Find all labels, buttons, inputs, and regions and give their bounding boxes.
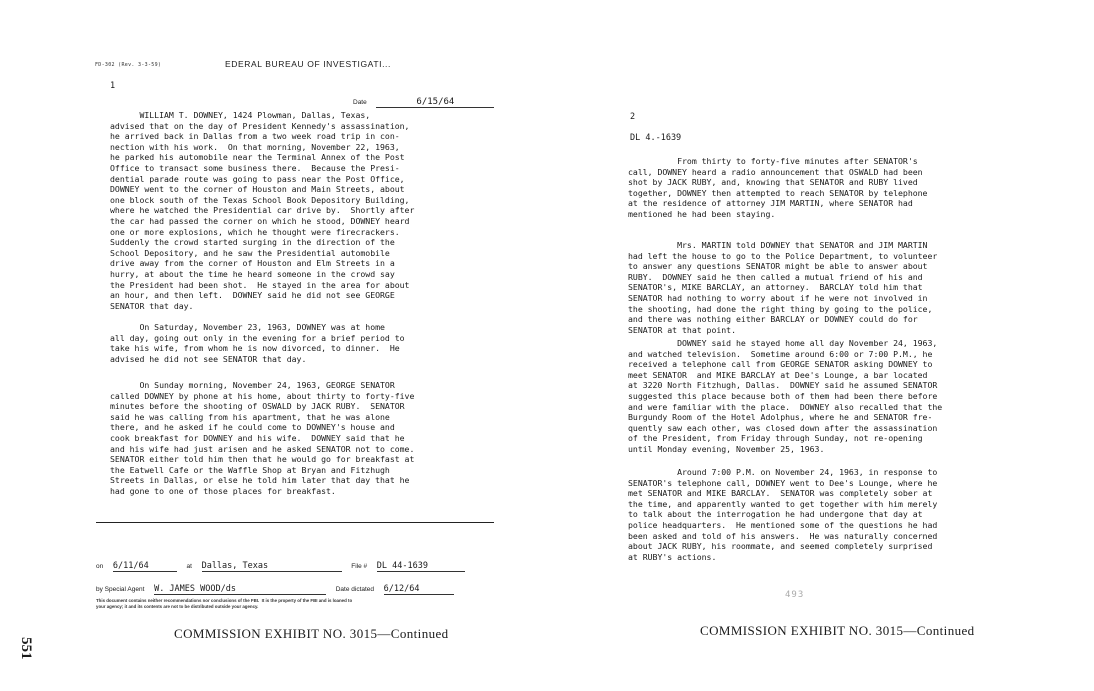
text-line: had left the house to go to the Police Department, to volunteer bbox=[628, 250, 938, 261]
text-line: SENATOR's, MIKE BARCLAY, an attorney. BARCLAY told him that bbox=[628, 282, 923, 293]
text-line: Streets in Dallas, or else he told him later that day that he bbox=[110, 475, 410, 486]
file-label: File # bbox=[351, 563, 368, 570]
report-date bbox=[353, 89, 494, 108]
text-line: advised he did not see SENATOR that day. bbox=[110, 353, 307, 364]
text-line: DOWNEY went to the corner of Houston and Main Streets, about bbox=[110, 184, 405, 195]
text-line: to answer any questions SENATOR might be able to answer about bbox=[628, 261, 928, 272]
text-line: WILLIAM T. DOWNEY, 1424 Plowman, Dallas, Texas, bbox=[110, 110, 371, 120]
text-line: On Saturday, November 23, 1963, DOWNEY was at home bbox=[110, 322, 385, 332]
text-line: an hour, and then left. DOWNEY said he did not see GEORGE bbox=[110, 290, 395, 301]
text-line: DOWNEY said he stayed home all day November 24, 1963, bbox=[628, 338, 938, 348]
left-paragraph-2 bbox=[110, 322, 405, 364]
text-line: to talk about the interrogation he had undergone that day at bbox=[628, 509, 923, 520]
location: Dallas, Texas bbox=[202, 561, 342, 572]
text-line: suggested this place because both of them had been there before bbox=[628, 390, 938, 401]
text-line: police headquarters. He mentioned some of the questions he had bbox=[628, 519, 938, 530]
text-line: where he watched the Presidential car drive by. Shortly after bbox=[110, 205, 415, 216]
footer-line-2 bbox=[96, 576, 454, 595]
text-line: nection with his work. On that morning, November 22, 1963, bbox=[110, 141, 400, 152]
faint-stamp: 493 bbox=[785, 590, 805, 600]
footer-rule bbox=[96, 522, 494, 523]
text-line: until Monday evening, November 25, 1963. bbox=[628, 443, 825, 454]
agency-header: EDERAL BUREAU OF INVESTIGATI... bbox=[225, 59, 391, 69]
on-date: 6/11/64 bbox=[113, 561, 177, 572]
text-line: SENATOR had nothing to worry about if he were not involved in bbox=[628, 292, 928, 303]
at-label: at bbox=[186, 563, 192, 570]
text-line: Mrs. MARTIN told DOWNEY that SENATOR and JIM MARTIN bbox=[628, 240, 928, 250]
date-label: Date bbox=[353, 99, 367, 106]
text-line: quently saw each other, was closed down after the assassination bbox=[628, 422, 938, 433]
text-line: at RUBY's actions. bbox=[628, 551, 717, 562]
right-paragraph-3 bbox=[628, 338, 942, 455]
right-paragraph-2 bbox=[628, 240, 937, 335]
text-line: and there was nothing either BARCLAY or DOWNEY could do for bbox=[628, 314, 918, 325]
dictated-label: Date dictated bbox=[335, 586, 375, 593]
dictated-date: 6/12/64 bbox=[384, 584, 454, 595]
text-line: hurry, at about the time he heard someone in the crowd say bbox=[110, 268, 395, 279]
file-reference: DL 4.-1639 bbox=[630, 133, 682, 143]
text-line: Burgundy Room of the Hotel Adolphus, where he and SENATOR fre- bbox=[628, 412, 933, 423]
text-line: minutes before the shooting of OSWALD by JACK RUBY. SENATOR bbox=[110, 401, 405, 412]
text-line: he arrived back in Dallas from a two week road trip in con- bbox=[110, 131, 400, 142]
footer-line-1 bbox=[96, 553, 465, 572]
text-line: and watched television. Sometime around 6:00 or 7:00 P.M., he bbox=[628, 348, 933, 359]
text-line: he parked his automobile near the Terminal Annex of the Post bbox=[110, 152, 405, 163]
left-paragraph-3 bbox=[110, 380, 414, 497]
text-line: Around 7:00 P.M. on November 24, 1963, in response to bbox=[628, 467, 938, 477]
text-line: at the residence of attorney JIM MARTIN, where SENATOR had bbox=[628, 198, 913, 209]
text-line: together, DOWNEY then attempted to reach SENATOR by telephone bbox=[628, 187, 928, 198]
text-line: of the President, from Friday through Sunday, not re-opening bbox=[628, 433, 923, 444]
text-line: School Depository, and he saw the Presidential automobile bbox=[110, 247, 390, 258]
disclaimer bbox=[96, 598, 352, 610]
right-exhibit-caption: COMMISSION EXHIBIT NO. 3015—Continued bbox=[700, 623, 975, 638]
file-number: DL 44-1639 bbox=[377, 561, 465, 572]
text-line: the time, and apparently wanted to get together with him merely bbox=[628, 498, 938, 509]
on-label: on bbox=[96, 563, 104, 570]
text-line: and his wife had just arisen and he asked SENATOR not to come. bbox=[110, 443, 415, 454]
text-line: From thirty to forty-five minutes after SENATOR's bbox=[628, 156, 918, 166]
side-page-number: 551 bbox=[18, 637, 34, 660]
text-line: meet SENATOR and MIKE BARCLAY at Dee's Lounge, a bar located bbox=[628, 369, 928, 380]
text-line: cook breakfast for DOWNEY and his wife. DOWNEY said that he bbox=[110, 432, 405, 443]
left-exhibit-caption: COMMISSION EXHIBIT NO. 3015—Continued bbox=[174, 626, 449, 641]
text-line: dential parade route was going to pass near the Post Office, bbox=[110, 173, 405, 184]
text-line: mentioned he had been staying. bbox=[628, 208, 776, 219]
text-line: the Eatwell Cafe or the Waffle Shop at Bryan and Fitzhugh bbox=[110, 464, 390, 475]
text-line: drive away from the corner of Houston and Elm Streets in a bbox=[110, 258, 395, 269]
text-line: received a telephone call from GEORGE SENATOR asking DOWNEY to bbox=[628, 359, 933, 370]
text-line: SENATOR either told him then that he would go for breakfast at bbox=[110, 454, 415, 465]
agent-name: W. JAMES WOOD/ds bbox=[154, 584, 326, 595]
text-line: SENATOR that day. bbox=[110, 300, 194, 311]
disclaimer-line-2: your agency; it and its contents are not to be distributed outside your agency. bbox=[96, 604, 259, 609]
text-line: take his wife, from whom he is now divorced, to dinner. He bbox=[110, 343, 400, 354]
text-line: there, and he asked if he could come to DOWNEY's house and bbox=[110, 422, 395, 433]
date-value: 6/15/64 bbox=[376, 97, 494, 108]
text-line: On Sunday morning, November 24, 1963, GEORGE SENATOR bbox=[110, 380, 395, 390]
text-line: RUBY. DOWNEY said he then called a mutual friend of his and bbox=[628, 271, 923, 282]
text-line: SENATOR at that point. bbox=[628, 324, 737, 335]
text-line: one or more explosions, which he thought were firecrackers. bbox=[110, 226, 400, 237]
left-page-number: 1 bbox=[110, 81, 116, 91]
text-line: call, DOWNEY heard a radio announcement that OSWALD had been bbox=[628, 166, 923, 177]
text-line: said he was calling from his apartment, that he was alone bbox=[110, 411, 390, 422]
text-line: Suddenly the crowd started surging in the direction of the bbox=[110, 237, 395, 248]
text-line: advised that on the day of President Kennedy's assassination, bbox=[110, 120, 410, 131]
text-line: all day, going out only in the evening for a brief period to bbox=[110, 332, 405, 343]
text-line: SENATOR's telephone call, DOWNEY went to Dee's Lounge, where he bbox=[628, 477, 938, 488]
text-line: had gone to one of those places for breakfast. bbox=[110, 485, 336, 496]
right-paragraph-4 bbox=[628, 467, 937, 562]
left-paragraph-1 bbox=[110, 110, 414, 311]
text-line: the President had been shot. He stayed in the area for about bbox=[110, 279, 410, 290]
text-line: the car had passed the corner on which he stood, DOWNEY heard bbox=[110, 215, 410, 226]
form-number: FD-302 (Rev. 3-3-59) bbox=[95, 62, 162, 68]
text-line: shot by JACK RUBY, and, knowing that SENATOR and RUBY lived bbox=[628, 177, 918, 188]
text-line: about JACK RUBY, his roommate, and seemed completely surprised bbox=[628, 541, 933, 552]
text-line: called DOWNEY by phone at his home, about thirty to forty-five bbox=[110, 390, 415, 401]
disclaimer-line-1: This document contains neither recommendations nor conclusions of the FBI. It is the property of the FBI and is loaned to bbox=[96, 598, 353, 603]
right-page-number: 2 bbox=[630, 112, 636, 122]
agent-label: by Special Agent bbox=[96, 586, 145, 593]
text-line: one block south of the Texas School Book Depository Building, bbox=[110, 194, 410, 205]
text-line: been asked and told of his answers. He was naturally concerned bbox=[628, 530, 938, 541]
text-line: Office to transact some business there. Because the Presi- bbox=[110, 162, 400, 173]
text-line: the shooting, had done the right thing by going to the police, bbox=[628, 303, 933, 314]
text-line: at 3220 North Fitzhugh, Dallas. DOWNEY said he assumed SENATOR bbox=[628, 380, 938, 391]
text-line: met SENATOR and MIKE BARCLAY. SENATOR was completely sober at bbox=[628, 488, 933, 499]
text-line: and were familiar with the place. DOWNEY also recalled that the bbox=[628, 401, 943, 412]
right-paragraph-1 bbox=[628, 156, 927, 220]
